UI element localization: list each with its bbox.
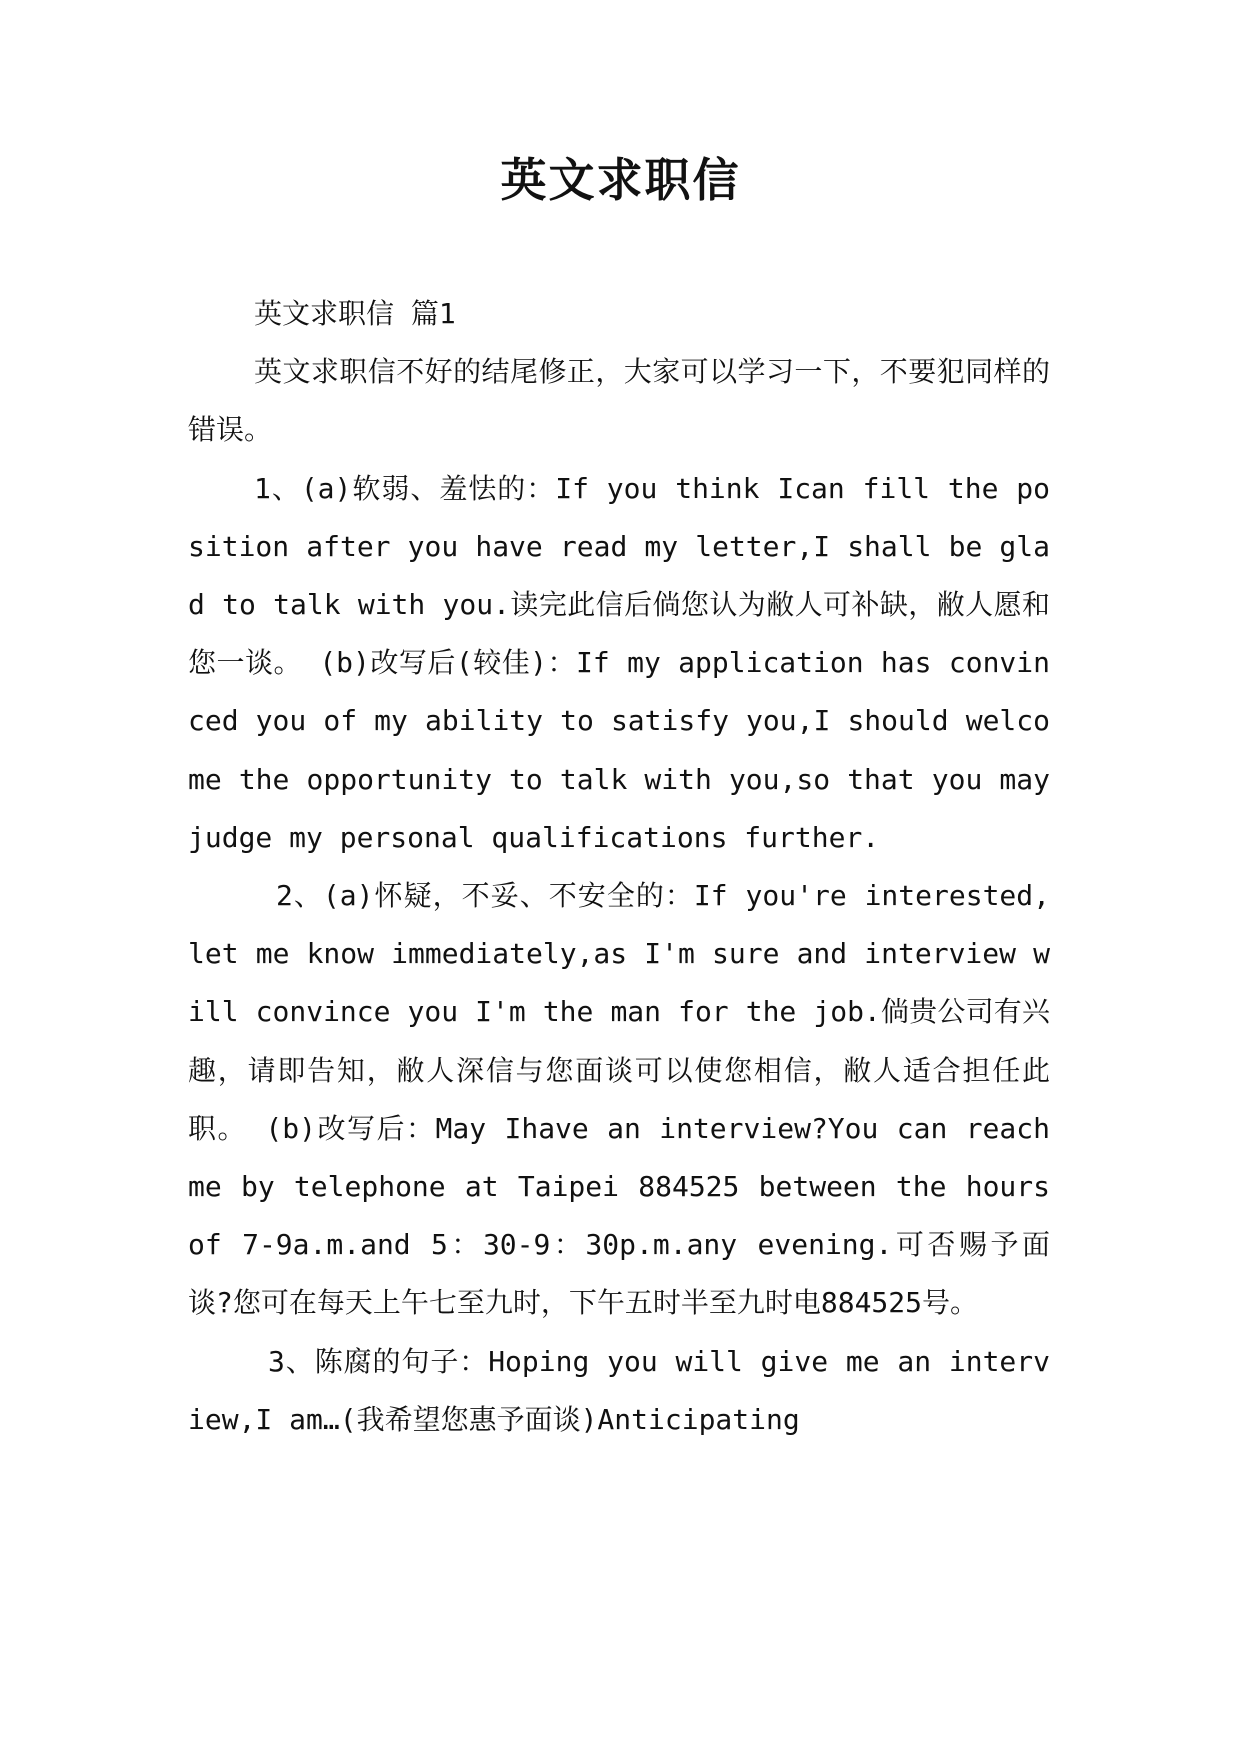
paragraph-item-3: 3、陈腐的句子：Hoping you will give me an interview,I am…(我希望您惠予面谈)Anticipating	[188, 1344, 1050, 1436]
paragraph-item-2: 2、(a)怀疑，不妥、不安全的：If you're interested,let me know immediately,as I'm sure and interview will convince you I'm the man for the job.倘贵公司有兴趣，请即告知，敝人深信与您面谈可以使您相信，敝人适合担任此职。 (b)改写后：May Ihave an interview?You can reach me by telephone at Taipei 884525 between the hours of 7-9a.m.and 5：30-9：30p.m.any evening.可否赐予面谈?您可在每天上午七至九时，下午五时半至九时电884525号。	[188, 879, 1050, 1320]
paragraph-intro: 英文求职信不好的结尾修正，大家可以学习一下，不要犯同样的错误。	[188, 355, 1050, 447]
paragraph-item-1: 1、(a)软弱、羞怯的：If you think Ican fill the position after you have read my letter,I shall be glad to talk with you.读完此信后倘您认为敝人可补缺，敝人愿和您一谈。 (b)改写后(较佳)：If my application has convinced you of my ability to satisfy you,I should welcome the opportunity to talk with you,so that you may judge my personal qualifications further.	[188, 471, 1050, 854]
document-title: 英文求职信	[500, 153, 741, 207]
section-heading: 英文求职信 篇1	[254, 297, 456, 330]
document-body	[188, 285, 1050, 1449]
